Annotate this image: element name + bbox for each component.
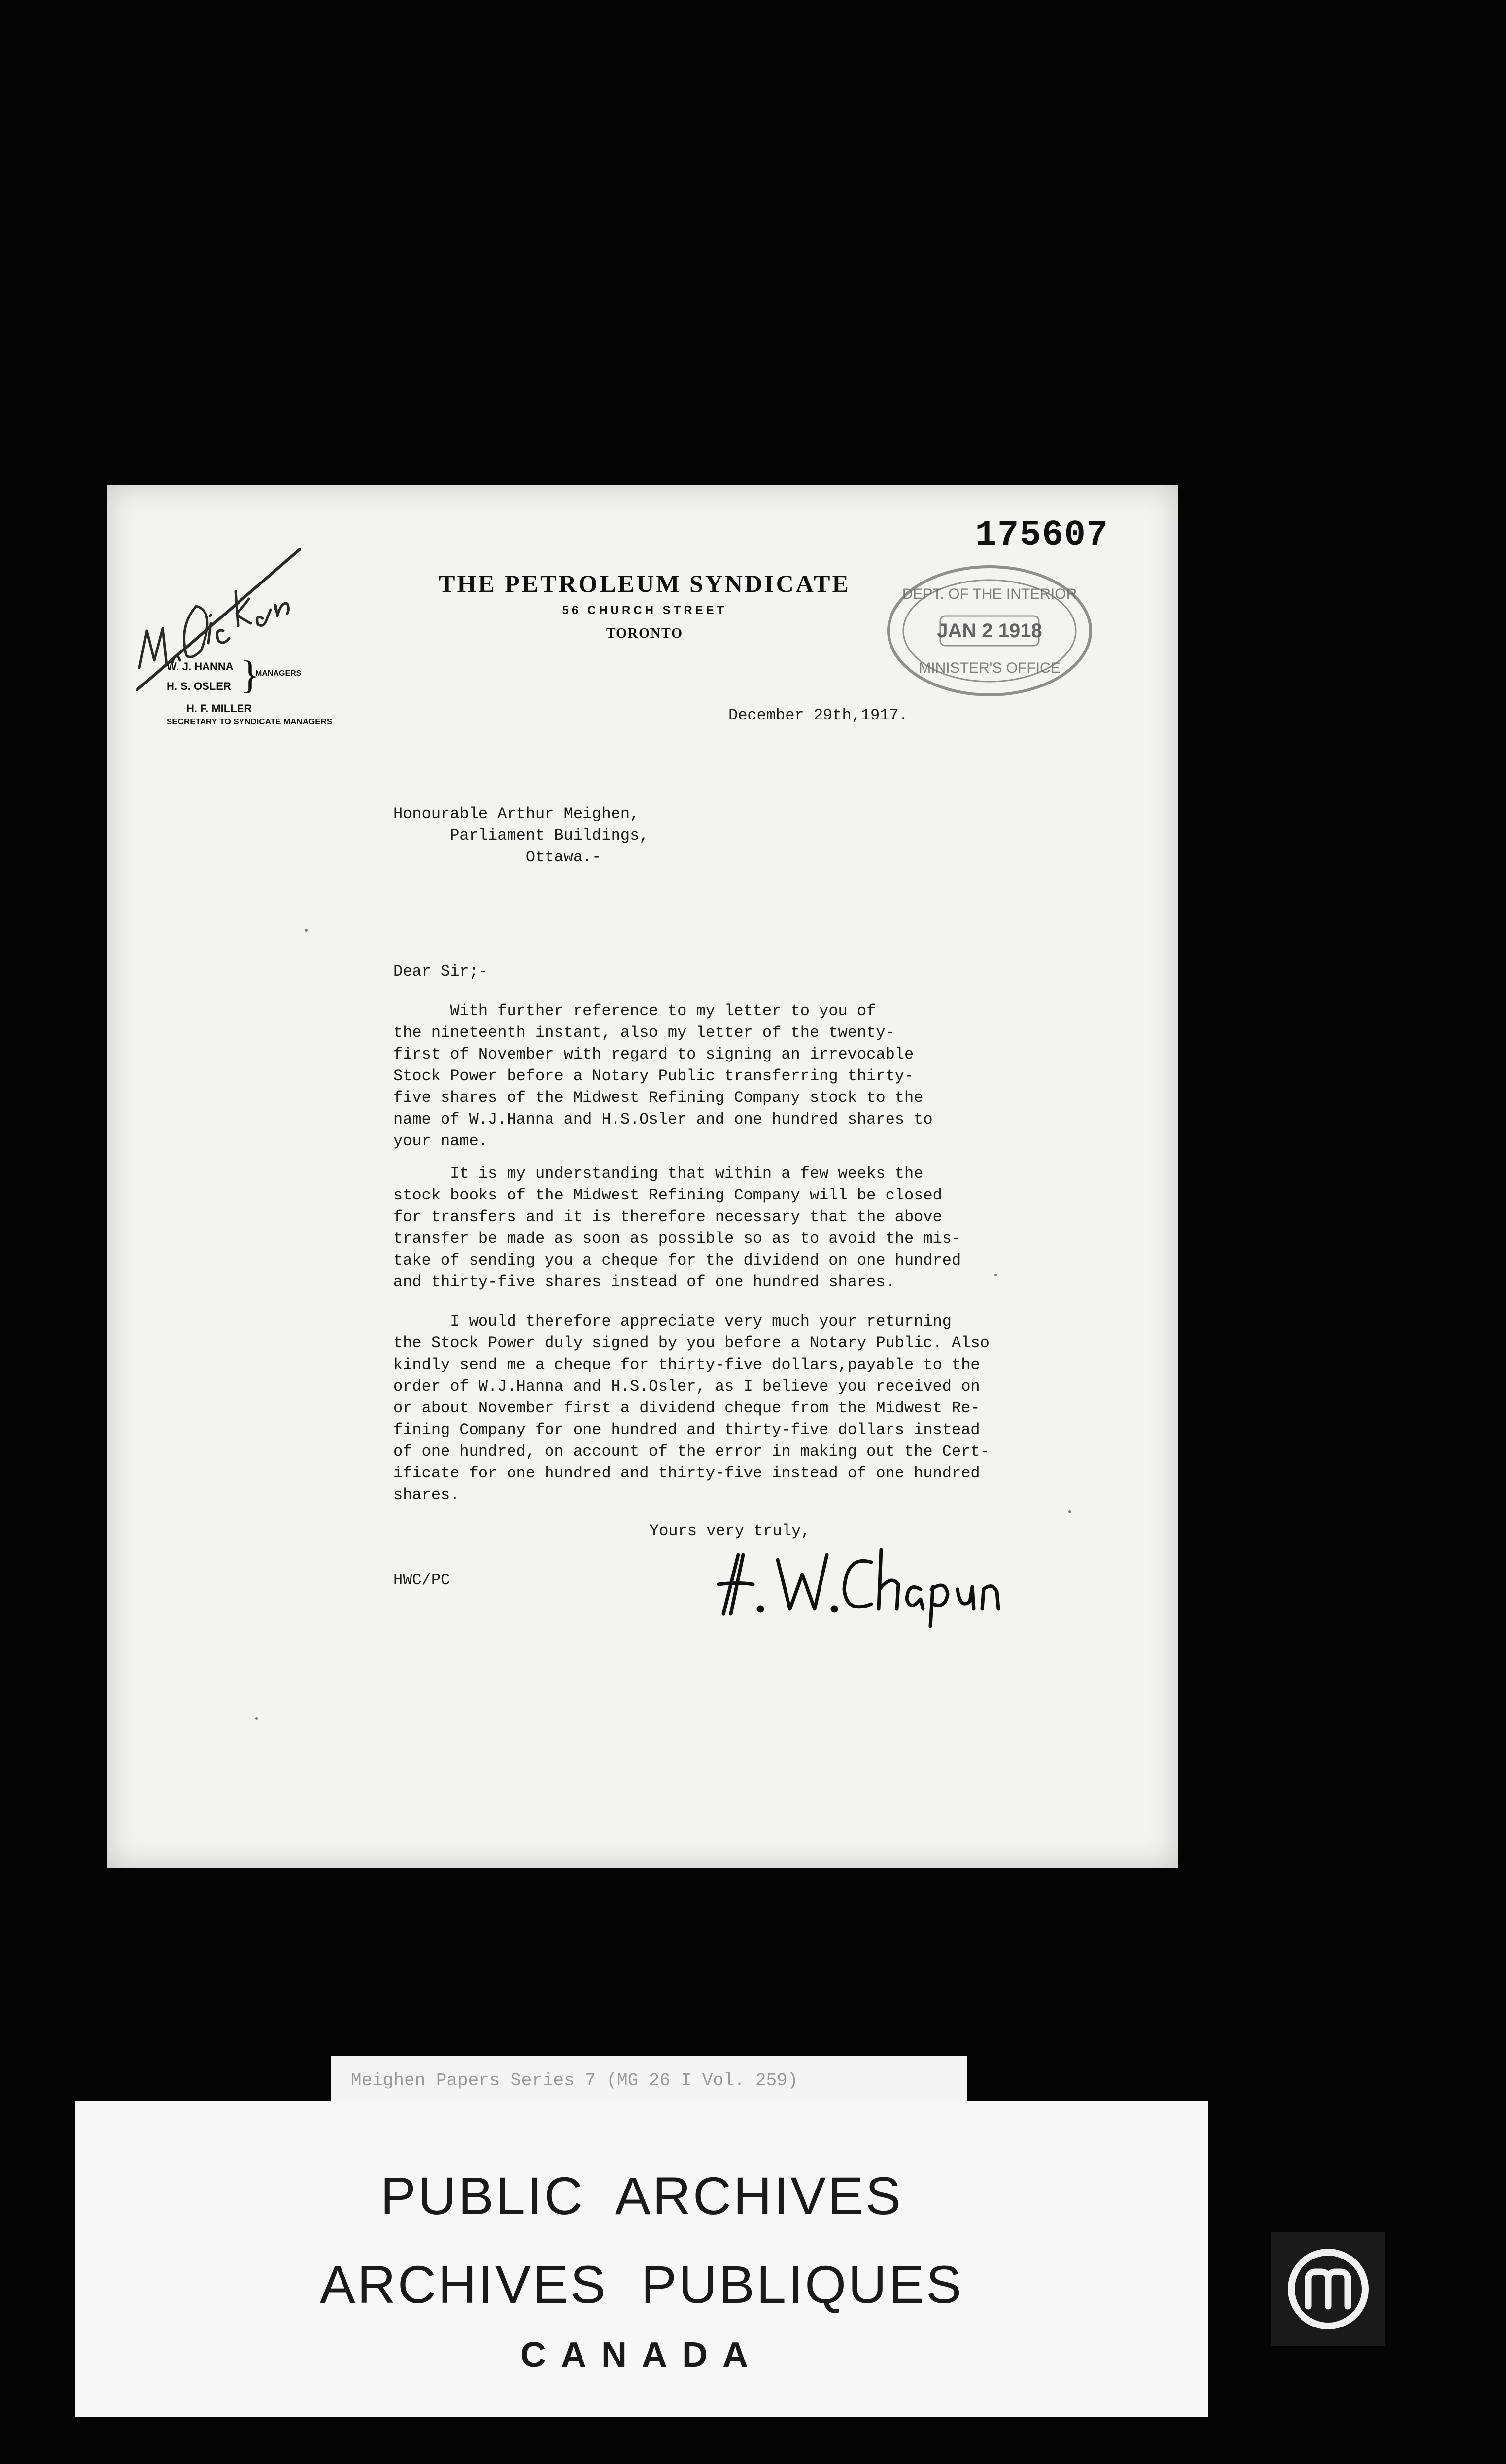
archive-card-line-1: PUBLIC ARCHIVES	[380, 2166, 903, 2225]
letterhead-secretary-name: H. F. MILLER	[186, 702, 252, 715]
stamp-line-1: DEPT. OF THE INTERIOR	[902, 586, 1077, 602]
letter-paragraph-3: I would therefore appreciate very much your returning the Stock Power duly signed by you before a Notary Public. Also kindly send me a cheque for thirty-five dollars,payable to the order of W.J.Hanna and H.S.Osler, as I believe you received on or about November first a dividend cheque from the Midwest Re- fining Company for one hundred and thirty-five dollars instead of one hundred, on account of the error in making out the Cert- ificate for one hundred and thirty-five instead of one hundred shares.	[393, 1312, 990, 1504]
scan-speck	[994, 1274, 997, 1276]
stamp-date: JAN 2 1918	[937, 620, 1042, 642]
letter-paragraph-1: With further reference to my letter to you of the nineteenth instant, also my letter of the twenty- first of November with regard to signing an irrevocable Stock Power before a Notary Public transferring thirty- five shares of the Midwest Refining Company stock to the name of W.J.Hanna and H.S.Osler and one hundred shares to your name.	[393, 1002, 933, 1150]
handwritten-note	[127, 545, 324, 692]
archive-card-line-3: CANADA	[520, 2335, 763, 2375]
scan-speck	[1068, 1510, 1071, 1513]
stamp-line-3: MINISTER'S OFFICE	[919, 660, 1061, 676]
letter-addressee: Honourable Arthur Meighen, Parliament Buildings, Ottawa.-	[393, 805, 649, 866]
scan-speck	[305, 929, 308, 932]
letterhead-managers-label: MANAGERS	[255, 669, 302, 678]
letterhead-manager-1: W. J. HANNA	[167, 660, 234, 673]
letterhead-street: 56 CHURCH STREET	[562, 604, 727, 617]
handwritten-signature	[704, 1535, 1009, 1629]
archive-reference-text: Meighen Papers Series 7 (MG 26 I Vol. 259)	[351, 2070, 798, 2090]
microfilm-logo	[1271, 2232, 1385, 2346]
letter-paragraph-2: It is my understanding that within a few weeks the stock books of the Midwest Refining Company will be closed for transfers and it is therefore necessary that the above transfer be made as soon as possible so as to avoid the mis- take of sending you a cheque for the dividend on one hundred and thirty-five shares instead of one hundred shares.	[393, 1164, 961, 1291]
archive-card	[75, 2101, 1208, 2417]
letter-initials: HWC/PC	[393, 1571, 450, 1589]
archive-reference-tag	[331, 2056, 967, 2101]
letter-salutation: Dear Sir;-	[393, 962, 488, 981]
file-number: 175607	[975, 515, 1109, 555]
archive-card-line-2: ARCHIVES PUBLIQUES	[319, 2255, 964, 2314]
letter-closing: Yours very truly,	[650, 1522, 811, 1540]
letter-page	[107, 485, 1178, 1868]
letterhead-secretary-title: SECRETARY TO SYNDICATE MANAGERS	[167, 717, 333, 726]
managers-brace: }	[240, 653, 260, 697]
letterhead-company: THE PETROLEUM SYNDICATE	[439, 570, 851, 597]
microfilm-logo-icon	[1271, 2232, 1385, 2346]
received-stamp	[881, 559, 1098, 702]
letter-date: December 29th,1917.	[728, 706, 908, 724]
letterhead-city: TORONTO	[606, 626, 684, 641]
scan-speck	[255, 1717, 258, 1720]
letterhead-manager-2: H. S. OSLER	[167, 680, 231, 692]
